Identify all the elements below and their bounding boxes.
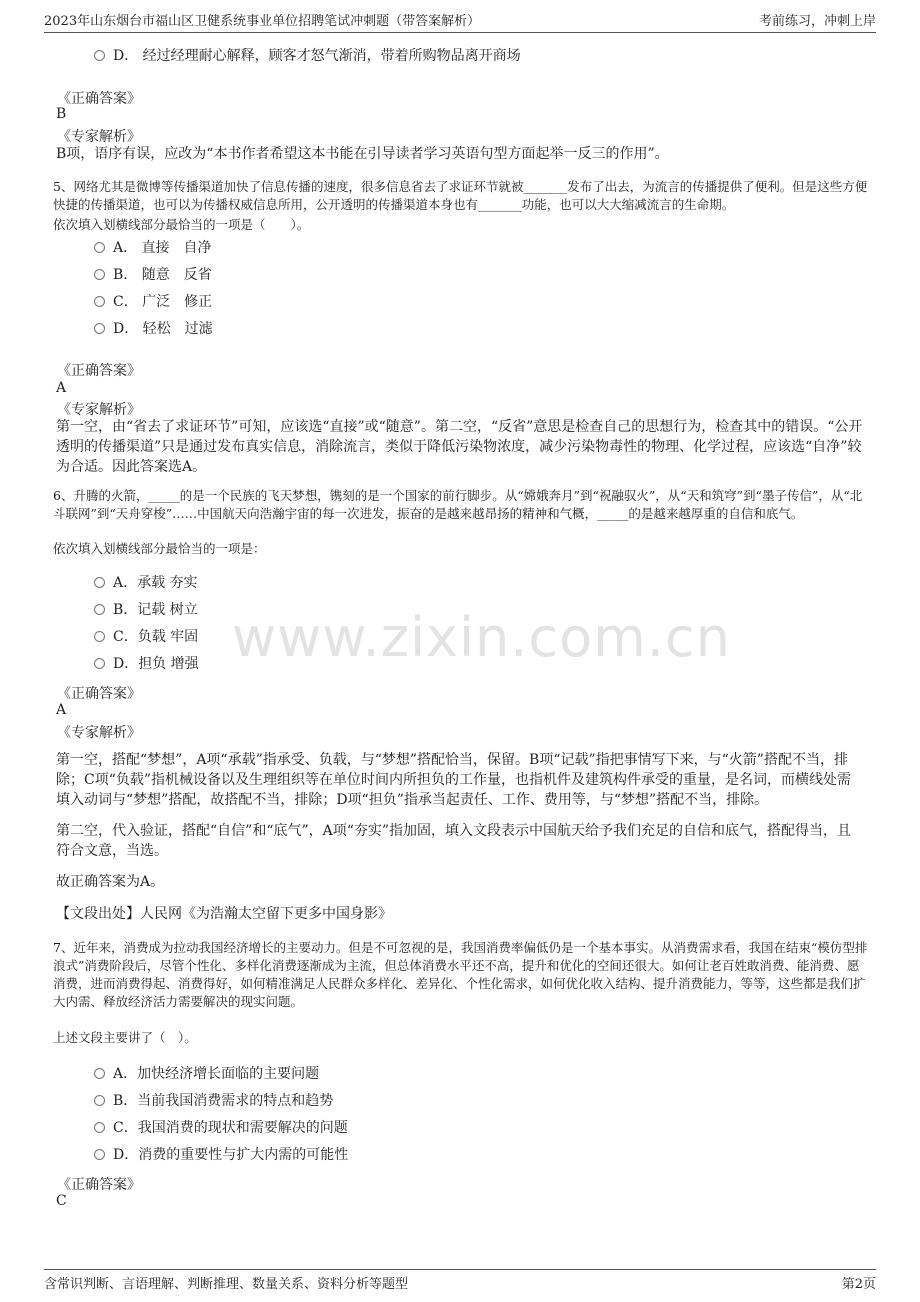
header-slogan: 考前练习，冲刺上岸 — [758, 14, 876, 29]
q5-option-a[interactable] — [94, 238, 212, 258]
q5-option-b[interactable] — [94, 265, 212, 285]
analysis-paragraph: 第二空，代入验证，搭配“自信”和“底气”，A项“夯实”指加固，填入文段表示中国航天给予我们充足的自信和底气，搭配得当，且符合文意，当选。 — [56, 823, 852, 859]
option-label: D．消费的重要性与扩大内需的可能性 — [113, 1147, 349, 1163]
radio-icon[interactable] — [94, 50, 105, 61]
page-number: 第2页 — [841, 1277, 876, 1292]
question-6-prompt: 依次填入划横线部分最恰当的一项是： — [53, 541, 266, 556]
radio-icon[interactable] — [94, 296, 105, 307]
option-label: A．加快经济增长面临的主要问题 — [113, 1066, 320, 1082]
q7-option-b[interactable] — [94, 1091, 333, 1111]
option-label: D． 轻松 过滤 — [113, 321, 213, 337]
analysis-conclusion: 故正确答案为A。 — [56, 874, 165, 890]
radio-icon[interactable] — [94, 269, 105, 280]
answer-value: C — [56, 1193, 67, 1209]
option-label: A．承载 夯实 — [113, 575, 198, 591]
radio-icon[interactable] — [94, 658, 105, 669]
radio-icon[interactable] — [94, 1095, 105, 1106]
answer-mark: 《正确答案》 — [57, 91, 141, 107]
question-7-text: 7、近年来，消费成为拉动我国经济增长的主要动力。但是不可忽视的是，我国消费率偏低仍是一个基本事实。从消费需求看，我国在结束“模仿型排浪式”消费阶段后，尽管个性化、多样化消费逐渐成为主流，但总体消费水平还不高，提升和优化的空间还很大。如何让老百姓敢消费、能消费、愿消费，进而消费得起、消费得好，如何精准满足人民群众多样化、差异化、个性化需求，如何优化收入结构、提升消费能力，等等，这些都是我们扩大内需、释放经济活力需要解决的现实问题。 — [53, 940, 868, 1009]
option-label: B．当前我国消费需求的特点和趋势 — [113, 1093, 334, 1109]
option-label: D． 经过经理耐心解释，顾客才怒气渐消，带着所购物品离开商场 — [113, 48, 521, 64]
radio-icon[interactable] — [94, 1149, 105, 1160]
option-label: C． 广泛 修正 — [113, 294, 213, 310]
option-label: C．我国消费的现状和需要解决的问题 — [113, 1120, 348, 1136]
answer-value: A — [56, 702, 67, 718]
radio-icon[interactable] — [94, 242, 105, 253]
watermark: www.zixin.com.cn — [232, 606, 731, 669]
radio-icon[interactable] — [94, 1122, 105, 1133]
question-7-prompt: 上述文段主要讲了（ ）。 — [53, 1030, 197, 1045]
page-header — [44, 10, 876, 33]
q7-option-a[interactable] — [94, 1064, 319, 1084]
radio-icon[interactable] — [94, 323, 105, 334]
answer-value: A — [56, 380, 67, 396]
radio-icon[interactable] — [94, 604, 105, 615]
option-label: A． 直接 自净 — [113, 240, 212, 256]
question-5-prompt: 依次填入划横线部分最恰当的一项是（ ）。 — [53, 217, 310, 232]
analysis-mark: 《专家解析》 — [57, 402, 141, 418]
option-label: C．负载 牢固 — [113, 629, 199, 645]
question-6-text: 6、升腾的火箭，_____的是一个民族的飞天梦想，镌刻的是一个国家的前行脚步。从“嫦娥奔月”到“祝融驭火”，从“天和筑穹”到“墨子传信”，从“北斗联网”到“天舟穿梭”……中国航天向浩瀚宇宙的每一次进发，振奋的是越来越昂扬的精神和气概，_____的是越来越厚重的自信和底气。 — [53, 488, 863, 521]
analysis-text: 第一空，由“省去了求证环节”可知，应该选“直接”或“随意”。第二空，“反省”意思是检查自己的思想行为，检查其中的错误。“公开透明的传播渠道”只是通过发布真实信息，消除流言，类似于降低污染物浓度，减少污染物毒性的物理、化学过程，应该选“自净”较为合适。因此答案选A。 — [56, 419, 863, 475]
prev-option-d[interactable] — [94, 46, 521, 66]
analysis-text: B项，语序有误，应改为“本书作者希望这本书能在引导读者学习英语句型方面起举一反三的作用”。 — [56, 146, 669, 162]
page-footer — [44, 1269, 876, 1292]
radio-icon[interactable] — [94, 1068, 105, 1079]
q6-option-d[interactable] — [94, 654, 199, 674]
answer-value: B — [56, 106, 67, 122]
q6-option-b[interactable] — [94, 600, 198, 620]
option-label: B．记载 树立 — [113, 602, 198, 618]
option-label: B． 随意 反省 — [113, 267, 212, 283]
q6-option-c[interactable] — [94, 627, 198, 647]
analysis-mark: 《专家解析》 — [57, 725, 141, 741]
q7-option-c[interactable] — [94, 1118, 348, 1138]
document-title: 2023年山东烟台市福山区卫健系统事业单位招聘笔试冲刺题（带答案解析） — [44, 14, 481, 29]
q6-option-a[interactable] — [94, 573, 198, 593]
answer-mark: 《正确答案》 — [57, 686, 141, 702]
option-label: D．担负 增强 — [113, 656, 199, 672]
radio-icon[interactable] — [94, 631, 105, 642]
q5-option-c[interactable] — [94, 292, 212, 312]
source-citation: 【文段出处】人民网《为浩瀚太空留下更多中国身影》 — [56, 906, 392, 922]
q5-option-d[interactable] — [94, 319, 213, 339]
analysis-paragraph: 第一空，搭配“梦想”，A项“承载”指承受、负载，与“梦想”搭配恰当，保留。B项“记载”指把事情写下来，与“火箭”搭配不当，排除；C项“负载”指机械设备以及生理组织等在单位时间内所担负的工作量，也指机件及建筑构件承受的重量，是名词，而横线处需填入动词与“梦想”搭配，故搭配不当，排除；D项“担负”指承当起责任、工作、费用等，与“梦想”搭配不当，排除。 — [56, 752, 852, 808]
analysis-mark: 《专家解析》 — [57, 129, 141, 145]
radio-icon[interactable] — [94, 577, 105, 588]
footer-topics: 含常识判断、言语理解、判断推理、数量关系、资料分析等题型 — [44, 1277, 409, 1292]
q7-option-d[interactable] — [94, 1145, 348, 1165]
answer-mark: 《正确答案》 — [57, 1177, 141, 1193]
question-5-text: 5、网络尤其是微博等传播渠道加快了信息传播的速度，很多信息省去了求证环节就被_______发布了出去，为流言的传播提供了便利。但是这些方便快捷的传播渠道，也可以为传播权威信息所用，公开透明的传播渠道本身也有_______功能，也可以大大缩减流言的生命期。 — [53, 179, 868, 212]
answer-mark: 《正确答案》 — [57, 363, 141, 379]
